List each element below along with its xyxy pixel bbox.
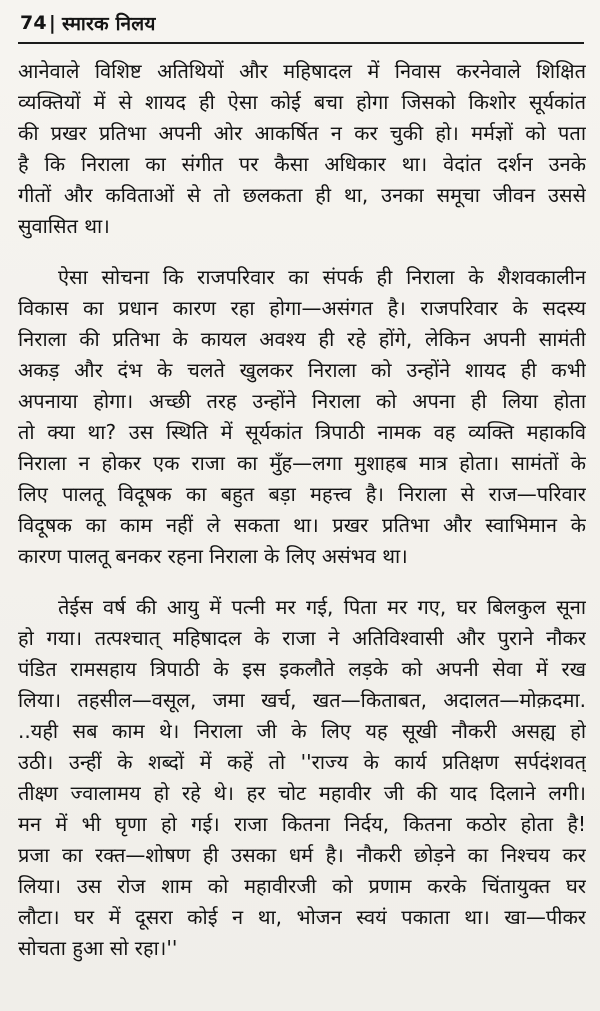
header-separator: |: [48, 12, 56, 34]
text-line: पंडित रामसहाय त्रिपाठी के इस इकलौते लड़के को अपनी सेवा में रख: [18, 657, 586, 681]
text-line: तो क्या था? उस स्थिति में सूर्यकांत त्रिपाठी नामक वह व्यक्ति महाकवि: [18, 420, 586, 444]
text-line: विदूषक का काम नहीं ले सकता था। प्रखर प्रतिभा और स्वाभिमान के: [18, 513, 586, 537]
text-line: गीतों और कविताओं से तो छलकता ही था, उनका समूचा जीवन उससे: [18, 183, 586, 207]
text-line: हो गया। तत्पश्चात् महिषादल के राजा ने अतिविश्वासी और पुराने नौकर: [18, 626, 586, 650]
text-line: व्यक्तियों में से शायद ही ऐसा कोई बचा होगा जिसको किशोर सूर्यकांत: [18, 90, 586, 114]
text-line: प्रजा का रक्त—शोषण ही उसका धर्म है। नौकरी छोड़ने का निश्चय कर: [18, 843, 586, 867]
paragraph-1: [18, 56, 586, 242]
text-line: लिया। उस रोज शाम को महावीरजी को प्रणाम करके चिंतायुक्त घर: [18, 874, 586, 898]
header-rule: [18, 42, 584, 44]
text-line: अपनाया होगा। अच्छी तरह उन्होंने निराला को अपना ही लिया होता: [18, 389, 586, 413]
paragraph-2: [18, 262, 586, 572]
text-line: सोचता हुआ सो रहा।'': [18, 936, 178, 960]
text-line: तेईस वर्ष की आयु में पत्नी मर गई, पिता मर गए, घर बिलकुल सूना: [58, 595, 586, 619]
text-line: मन में भी घृणा हो गई। राजा कितना निर्दय, कितना कठोर होता है!: [18, 812, 586, 836]
text-line: है कि निराला का संगीत पर कैसा अधिकार था। वेदांत दर्शन उनके: [18, 152, 586, 176]
paragraph-3: [18, 592, 586, 964]
text-line: विकास का प्रधान कारण रहा होगा—असंगत है। राजपरिवार के सदस्य: [18, 296, 586, 320]
text-line: लिया। तहसील—वसूल, जमा खर्च, खत—किताबत, अदालत—मोक़दमा.: [18, 688, 586, 712]
text-line: उठी। उन्हीं के शब्दों में कहें तो ''राज्य के कार्य प्रतिक्षण सर्पदंशवत्: [18, 750, 586, 774]
text-line: आनेवाले विशिष्ट अतिथियों और महिषादल में निवास करनेवाले शिक्षित: [18, 59, 586, 83]
running-header: [20, 8, 156, 38]
body-text: [18, 56, 586, 964]
text-line: निराला न होकर एक राजा का मुँह—लगा मुशाहब मात्र होता। सामंतों के: [18, 451, 586, 475]
text-line: अकड़ और दंभ के चलते खुलकर निराला को उन्होंने शायद ही कभी: [18, 358, 586, 382]
text-line: कारण पालतू बनकर रहना निराला के लिए असंभव था।: [18, 544, 408, 568]
text-line: सुवासित था।: [18, 214, 110, 238]
page-number: 74: [20, 12, 47, 34]
text-line: ..यही सब काम थे। निराला जी के लिए यह सूखी नौकरी असह्य हो: [18, 719, 586, 743]
text-line: तीक्ष्ण ज्वालामय हो रहे थे। हर चोट महावीर जी की याद दिलाने लगी।: [18, 781, 586, 805]
text-line: ऐसा सोचना कि राजपरिवार का संपर्क ही निराला के शैशवकालीन: [58, 265, 586, 289]
book-title: स्मारक निलय: [61, 13, 156, 35]
text-line: लिए पालतू विदूषक का बहुत बड़ा महत्त्व है। निराला से राज—परिवार: [18, 482, 586, 506]
text-line: की प्रखर प्रतिभा अपनी ओर आकर्षित न कर चुकी हो। मर्मज्ञों को पता: [18, 121, 586, 145]
text-line: निराला की प्रतिभा के कायल अवश्य ही रहे होंगे, लेकिन अपनी सामंती: [18, 327, 586, 351]
text-line: लौटा। घर में दूसरा कोई न था, भोजन स्वयं पकाता था। खा—पीकर: [18, 905, 586, 929]
